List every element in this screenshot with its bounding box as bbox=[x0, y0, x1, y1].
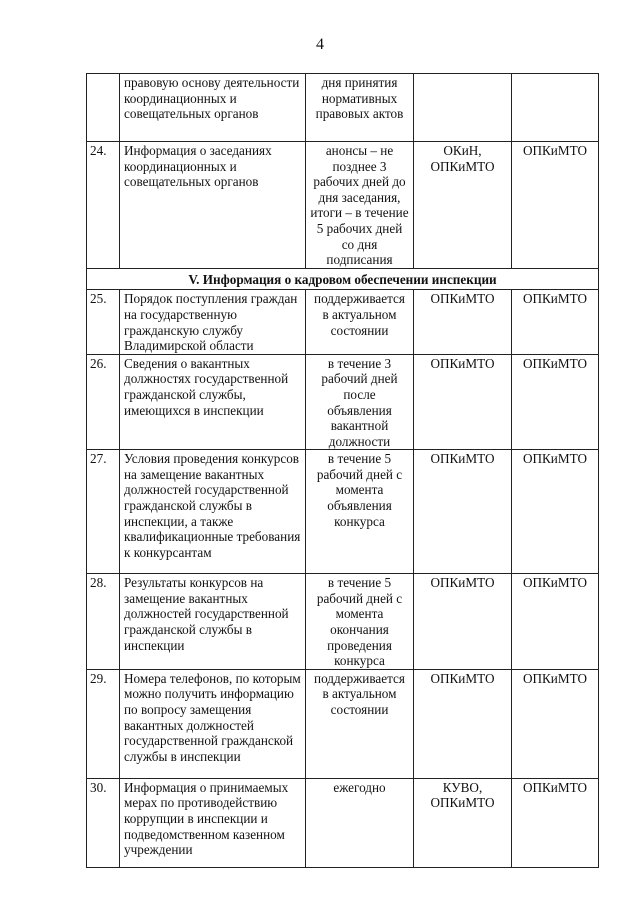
table-row bbox=[87, 778, 599, 867]
table-row bbox=[87, 142, 599, 269]
row-deadline: поддерживается в актуальном состоянии bbox=[306, 290, 414, 354]
row-publisher bbox=[512, 74, 599, 142]
table-row bbox=[87, 290, 599, 354]
table-row bbox=[87, 669, 599, 778]
row-number: 29. bbox=[87, 669, 120, 778]
row-responsible: ОПКиМТО bbox=[414, 450, 512, 574]
row-publisher: ОПКиМТО bbox=[512, 778, 599, 867]
row-publisher: ОПКиМТО bbox=[512, 354, 599, 450]
table-row bbox=[87, 354, 599, 450]
row-deadline: дня принятия нормативных правовых актов bbox=[306, 74, 414, 142]
row-description: Порядок поступления граждан на государственную гражданскую службу Владимирской области bbox=[120, 290, 306, 354]
row-description: правовую основу деятельности координационных и совещательных органов bbox=[120, 74, 306, 142]
row-deadline: в течение 3 рабочий дней после объявления вакантной должности bbox=[306, 354, 414, 450]
table-row bbox=[87, 450, 599, 574]
row-publisher: ОПКиМТО bbox=[512, 669, 599, 778]
row-deadline: ежегодно bbox=[306, 778, 414, 867]
row-responsible: ОКиН, ОПКиМТО bbox=[414, 142, 512, 269]
row-responsible: ОПКиМТО bbox=[414, 574, 512, 670]
information-table bbox=[86, 73, 599, 868]
row-deadline: в течение 5 рабочий дней с момента окончания проведения конкурса bbox=[306, 574, 414, 670]
row-number: 27. bbox=[87, 450, 120, 574]
row-responsible: КУВО, ОПКиМТО bbox=[414, 778, 512, 867]
row-number: 26. bbox=[87, 354, 120, 450]
row-number: 28. bbox=[87, 574, 120, 670]
row-deadline: в течение 5 рабочий дней с момента объявления конкурса bbox=[306, 450, 414, 574]
row-responsible: ОПКиМТО bbox=[414, 669, 512, 778]
row-publisher: ОПКиМТО bbox=[512, 290, 599, 354]
row-publisher: ОПКиМТО bbox=[512, 450, 599, 574]
row-number bbox=[87, 74, 120, 142]
page-number: 4 bbox=[316, 36, 324, 53]
row-description: Номера телефонов, по которым можно получить информацию по вопросу замещения вакантных должностей государственной гражданской службы в инспекции bbox=[120, 669, 306, 778]
row-description: Результаты конкурсов на замещение вакантных должностей государственной гражданской службы в инспекции bbox=[120, 574, 306, 670]
row-number: 30. bbox=[87, 778, 120, 867]
row-description: Информация о заседаниях координационных и совещательных органов bbox=[120, 142, 306, 269]
row-responsible: ОПКиМТО bbox=[414, 354, 512, 450]
section-heading: V. Информация о кадровом обеспечении инспекции bbox=[87, 268, 599, 290]
row-publisher: ОПКиМТО bbox=[512, 574, 599, 670]
row-responsible bbox=[414, 74, 512, 142]
row-responsible: ОПКиМТО bbox=[414, 290, 512, 354]
row-description: Сведения о вакантных должностях государственной гражданской службы, имеющихся в инспекции bbox=[120, 354, 306, 450]
row-deadline: поддерживается в актуальном состоянии bbox=[306, 669, 414, 778]
row-publisher: ОПКиМТО bbox=[512, 142, 599, 269]
row-number: 25. bbox=[87, 290, 120, 354]
table-row bbox=[87, 574, 599, 670]
table-row bbox=[87, 74, 599, 142]
row-description: Информация о принимаемых мерах по противодействию коррупции в инспекции и подведомственном казенном учреждении bbox=[120, 778, 306, 867]
section-header-row bbox=[87, 268, 599, 290]
row-description: Условия проведения конкурсов на замещение вакантных должностей государственной гражданской службы в инспекции, а также квалификационные требования к конкурсантам bbox=[120, 450, 306, 574]
row-number: 24. bbox=[87, 142, 120, 269]
row-deadline: анонсы – не позднее 3 рабочих дней до дня заседания, итоги – в течение 5 рабочих дней со дня подписания bbox=[306, 142, 414, 269]
